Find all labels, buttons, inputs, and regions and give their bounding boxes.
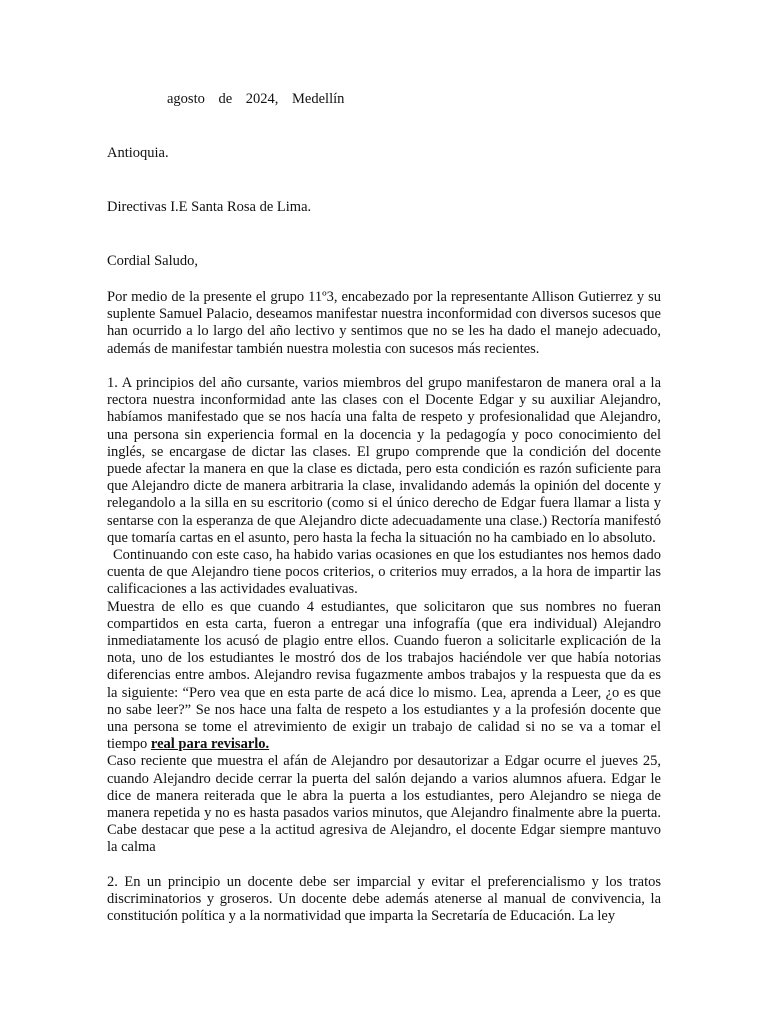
paragraph-gap (107, 857, 661, 874)
recent-case-paragraph: Caso reciente que muestra el afán de Alejandro por desautorizar a Edgar ocurre el jueves 25, cuando Alejandro decide cerrar la puerta del salón dejando a varios alumnos afuera. Edgar le dice de manera reiterada que le abra la puerta a los estudiantes, pero Alejandro se niega de manera repetida y no es hasta pasados varios minutos, que Alejandro finalmente abre la puerta. Cabe destacar que pese a la actitud agresiva de Alejandro, el docente Edgar siempre mantuvo la calma (107, 753, 661, 856)
recipient-line: Directivas I.E Santa Rosa de Lima. (107, 199, 312, 215)
intro-paragraph: Por medio de la presente el grupo 11º3, encabezado por la representante Allison Gutierrez y su suplente Samuel Palacio, deseamos manifestar nuestra inconformidad con diversos sucesos que han ocurrido a lo largo del año lectivo y sentimos que no se les ha dado el manejo adecuado, además de manifestar también nuestra molestia con sucesos más recientes. (107, 289, 661, 357)
point-1-paragraph: 1. A principios del año cursante, varios miembros del grupo manifestaron de manera oral a la rectora nuestra inconformidad ante las clases con el Docente Edgar y su auxiliar Alejandro, habíamos manifestado que se nos hacía una falta de respeto y profesionalidad que Alejandro, una persona sin experiencia formal en la docencia y la pedagogía y poco conocimiento del inglés, se encargase de dictar las clases. El grupo comprende que la condición del docente puede afectar la manera en que la clase es dictada, pero esta condición es razón suficiente para que Alejandro dicte de manera arbitraria la clase, invalidando además la opinión del docente y relegandolo a la silla en su escritorio (como si el único derecho de Edgar fuera llamar a lista y sentarse con la esperanza de que Alejandro dicte adecuadamente una clase.) Rectoría manifestó que tomaría cartas en el asunto, pero hasta la fecha la situación no ha cambiado en lo absoluto. (107, 375, 661, 546)
continuation-paragraph: Continuando con este caso, ha habido varias ocasiones en que los estudiantes nos hemos dado cuenta de que Alejandro tiene pocos criterios, o criterios muy errados, a la hora de impartir las calificaciones a las actividades evaluativas. (107, 547, 661, 598)
example-emphasis: real para revisarlo. (150, 736, 270, 753)
region-line: Antioquia. (107, 145, 169, 161)
example-text: Muestra de ello es que cuando 4 estudiantes, que solicitaron que sus nombres no fueran compartidos en esta carta, fueron a entregar una infografía (que era individual) Alejandro inmediatamente los acusó de plagio entre ellos. Cuando fueron a solicitarle explicación de la nota, uno de los estudiantes le mostró dos de los trabajos haciéndole ver que había notorias diferencias entre ambos. Alejandro revisa fugazmente ambos trabajos y la respuesta que da es la siguiente: “Pero vea que en esta parte de acá dice lo mismo. Lea, aprenda a Leer, ¿o es que no sabe leer?” Se nos hace una falta de respeto a los estudiantes y a la profesión docente que una persona se tome el atrevimiento de exigir un trabajo de calidad si no se va a tomar el tiempo (107, 598, 661, 753)
example-paragraph (107, 599, 661, 754)
greeting-line: Cordial Saludo, (107, 253, 199, 269)
letter-body (107, 289, 661, 925)
point-2-paragraph: 2. En un principio un docente debe ser imparcial y evitar el preferencialismo y los tratos discriminatorios y groseros. Un docente debe además atenerse al manual de convivencia, la constitución política y a la normatividad que imparta la Secretaría de Educación. La ley (107, 873, 661, 925)
date-place-line: agosto de 2024, Medellín (167, 91, 345, 107)
paragraph-gap (107, 358, 661, 375)
